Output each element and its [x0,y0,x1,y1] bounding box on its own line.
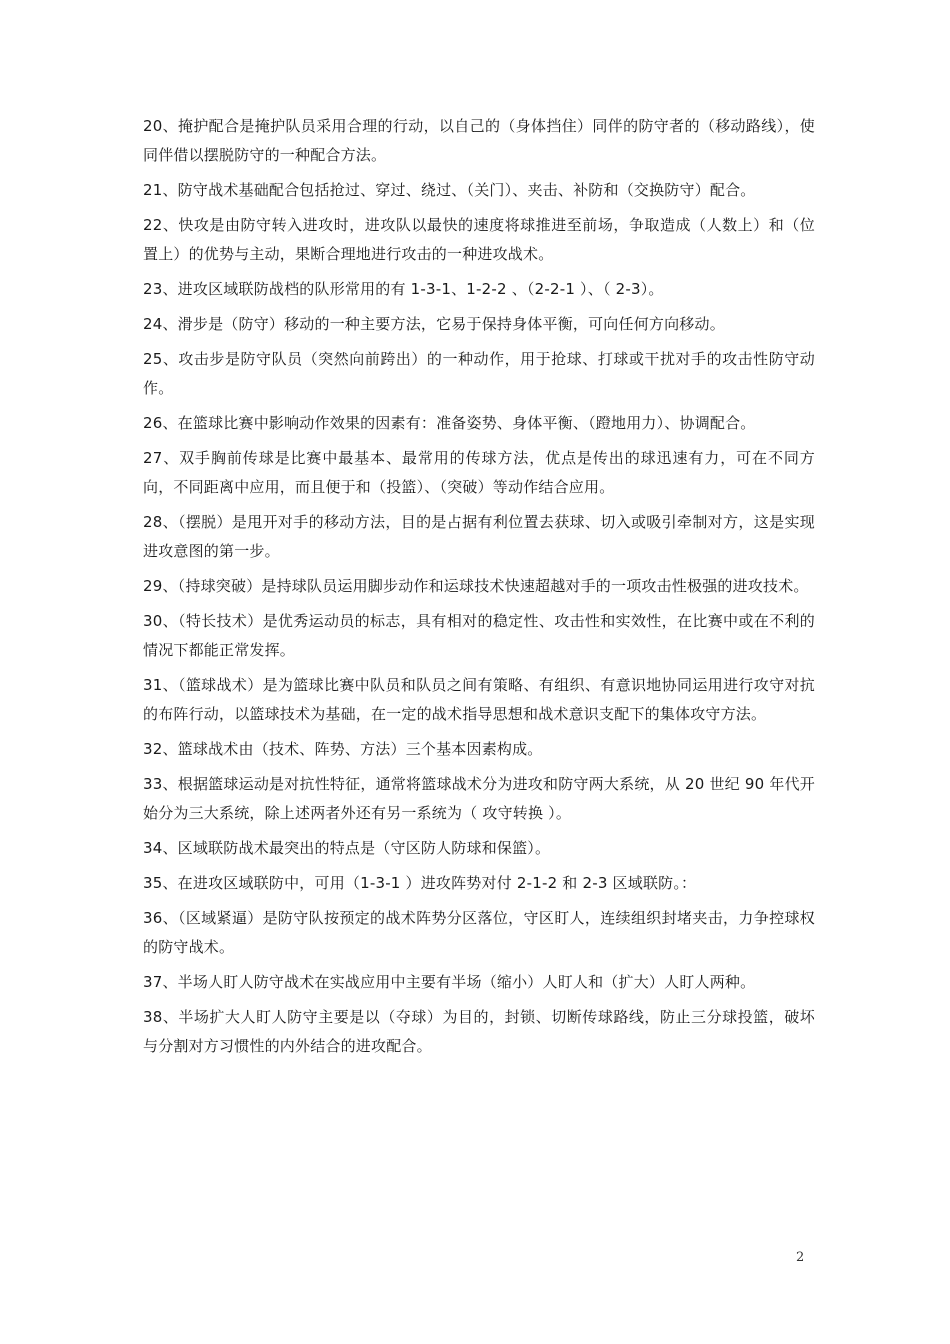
question-item-24: 24、滑步是（防守）移动的一种主要方法，它易于保持身体平衡，可向任何方向移动。 [143,315,725,333]
question-item-29: 29、（持球突破）是持球队员运用脚步动作和运球技术快速超越对手的一项攻击性极强的进攻技术。 [143,577,809,595]
question-item-28: 28、（摆脱）是甩开对手的移动方法，目的是占据有利位置去获球、切入或吸引牵制对方，这是实现进攻意图的第一步。 [143,513,815,560]
question-item-30: 30、（特长技术）是优秀运动员的标志，具有相对的稳定性、攻击性和实效性，在比赛中或在不利的情况下都能正常发挥。 [143,612,815,659]
question-item-27: 27、双手胸前传球是比赛中最基本、最常用的传球方法，优点是传出的球迅速有力，可在不同方向，不同距离中应用，而且便于和（投篮）、（突破）等动作结合应用。 [143,449,815,496]
question-item-21: 21、防守战术基础配合包括抢过、穿过、绕过、（关门）、夹击、补防和（交换防守）配合。 [143,181,756,199]
question-item-33: 33、根据篮球运动是对抗性特征，通常将篮球战术分为进攻和防守两大系统，从 20 世纪 90 年代开始分为三大系统，除上述两者外还有另一系统为（ 攻守转换 ）。 [143,775,815,822]
question-item-36: 36、（区域紧逼）是防守队按预定的战术阵势分区落位，守区盯人，连续组织封堵夹击，力争控球权的防守战术。 [143,909,815,956]
question-item-22: 22、快攻是由防守转入进攻时，进攻队以最快的速度将球推进至前场，争取造成（人数上）和（位置上）的优势与主动，果断合理地进行攻击的一种进攻战术。 [143,216,815,263]
page-number: 2 [796,1250,805,1265]
question-item-26: 26、在篮球比赛中影响动作效果的因素有：准备姿势、身体平衡、（蹬地用力）、协调配合。 [143,414,756,432]
question-item-35: 35、在进攻区域联防中，可用（1-3-1 ）进攻阵势对付 2-1-2 和 2-3 区域联防。： [143,874,697,892]
document-body [143,112,815,1067]
question-item-31: 31、（篮球战术）是为篮球比赛中队员和队员之间有策略、有组织、有意识地协同运用进行攻守对抗的布阵行动，以篮球技术为基础，在一定的战术指导思想和战术意识支配下的集体攻守方法。 [143,676,815,723]
question-item-37: 37、半场人盯人防守战术在实战应用中主要有半场（缩小）人盯人和（扩大）人盯人两种。 [143,973,756,991]
question-item-20: 20、掩护配合是掩护队员采用合理的行动，以自己的（身体挡住）同伴的防守者的（移动路线），使同伴借以摆脱防守的一种配合方法。 [143,117,815,164]
question-item-25: 25、攻击步是防守队员（突然向前跨出）的一种动作，用于抢球、打球或干扰对手的攻击性防守动作。 [143,350,815,397]
question-item-23: 23、进攻区域联防战档的队形常用的有 1-3-1、1-2-2 、（2-2-1 ）、（ 2-3）。 [143,280,664,298]
question-item-32: 32、篮球战术由（技术、阵势、方法）三个基本因素构成。 [143,740,543,758]
question-item-38: 38、半场扩大人盯人防守主要是以（夺球）为目的，封锁、切断传球路线，防止三分球投篮，破坏与分割对方习惯性的内外结合的进攻配合。 [143,1008,815,1055]
question-item-34: 34、区域联防战术最突出的特点是（守区防人防球和保篮）。 [143,839,551,857]
